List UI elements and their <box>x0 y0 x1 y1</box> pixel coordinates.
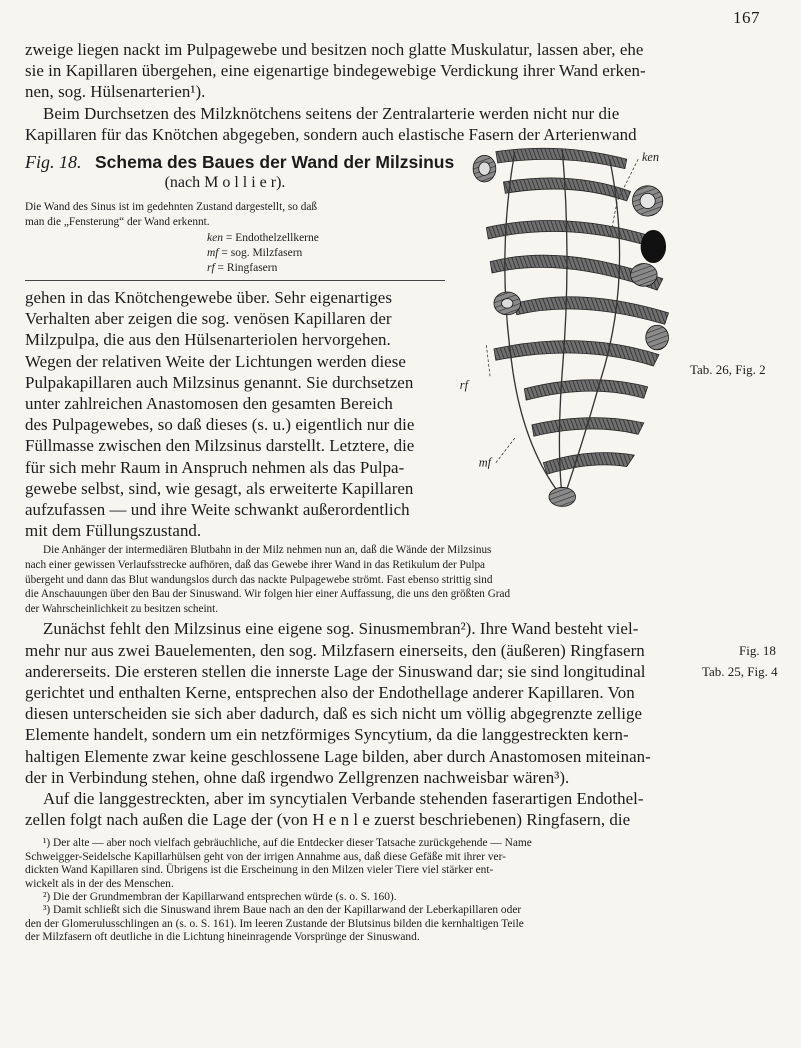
text-line: des Pulpagewebes, so daß dieses (s. u.) eigentlich nur die <box>25 415 415 435</box>
legend-item-ken: ken = Endothelzellkerne <box>207 232 319 244</box>
text-line: aufzufassen — und ihre Weite schwankt außerordentlich <box>25 500 410 519</box>
caption-rule <box>25 280 445 281</box>
footnote-line: der Milzfasern oft deutliche in die Lichtung hineinragende Vorsprünge der Sinuswand. <box>25 931 420 944</box>
small-text-line: die Anschauungen über den Bau der Sinuswand. Wir folgen hier einer Auffassung, die uns den größten Grad <box>25 588 511 601</box>
longitudinal-fibers <box>505 150 620 497</box>
text-line: Wegen der relativen Weite der Lichtungen werden diese <box>25 351 406 371</box>
label-rf: rf <box>459 377 469 392</box>
text-line: unter zahlreichen Anastomosen den gesamten Bereich <box>25 394 393 413</box>
footnote-line: Schweigger-Seidelsche Kapillarhülsen geht von der irrigen Annahme aus, daß diese Gefäße mit ihrer ver- <box>25 850 506 863</box>
footnote-line: ²) Die der Grundmembran der Kapillarwand entsprechen würde (s. o. S. 160). <box>43 891 397 903</box>
text-line: Pulpakapillaren auch Milzsinus genannt. Sie durchsetzen <box>25 372 414 392</box>
text-line: andererseits. Die ersteren stellen die innerste Lage der Sinuswand dar; sie sind longitudinal <box>25 661 646 681</box>
legend-item-mf: mf = sog. Milzfasern <box>207 247 303 259</box>
figure-description: man die „Fensterung“ der Wand erkennt. <box>25 216 210 228</box>
text-line: Milzpulpa, die aus den Hülsenarteriolen hervorgehen. <box>25 330 391 350</box>
text-line: zweige liegen nackt im Pulpagewebe und besitzen noch glatte Muskulatur, lassen aber, ehe <box>25 40 644 59</box>
footnote-line: ³) Damit schließt sich die Sinuswand ihrem Baue nach an den der Kapillarwand der Leberkapillaren oder <box>43 904 522 917</box>
text-line: Kapillaren für das Knötchen abgegeben, sondern auch elastische Fasern der Arterienwand <box>25 124 637 144</box>
text-line: mehr nur aus zwei Bauelementen, den sog. Milzfasern einerseits, den (äußeren) Ringfasern <box>25 640 645 660</box>
text-line: nen, sog. Hülsenarterien¹). <box>25 82 206 102</box>
text-line: Zunächst fehlt den Milzsinus eine eigene sog. Sinusmembran²). Ihre Wand besteht viel- <box>43 619 639 639</box>
figure-title: Schema des Baues der Wand der Milzsinus <box>95 152 455 172</box>
footnote-line: ¹) Der alte — aber noch vielfach gebräuchliche, auf die Entdecker dieser Tatsache zurückgehende — Name <box>43 837 532 850</box>
footnote-line: wickelt als in der des Menschen. <box>25 877 174 890</box>
figure-label: Fig. 18. <box>25 152 82 172</box>
sinus-wall-illustration <box>452 144 682 514</box>
margin-note: Tab. 26, Fig. 2 <box>690 362 766 377</box>
figure-subtitle: (nach M o l l i e r). <box>164 174 286 191</box>
text-line: Verhalten aber zeigen die sog. venösen Kapillaren der <box>25 309 392 329</box>
text-line: mit dem Füllungszustand. <box>25 521 202 541</box>
text-line: der in Verbindung stehen, ohne daß irgendwo Zellgrenzen nachweisbar wären³). <box>25 767 570 787</box>
text-line: Beim Durchsetzen des Milzknötchens seitens der Zentralarterie werden nicht nur die <box>43 103 620 123</box>
page-number: 167 <box>733 8 760 27</box>
footnote-line: dickten Wand Kapillaren sind. Übrigens ist die Erscheinung in den Milzen vieler Tiere viel stärker ent- <box>25 864 494 877</box>
text-line: gewebe selbst, sind, wie gesagt, als erweiterte Kapillaren <box>25 478 414 498</box>
small-text-line: Die Anhänger der intermediären Blutbahn in der Milz nehmen nun an, daß die Wände der Milzsinus <box>43 544 492 557</box>
text-line: sie in Kapillaren übergehen, eine eigenartige bindegewebige Verdickung ihrer Wand erken- <box>25 61 646 81</box>
text-line: gerichtet und enthalten Kerne, entsprechen also der Endothellage anderer Kapillaren. Von <box>25 683 635 702</box>
margin-note: Tab. 25, Fig. 4 <box>702 663 778 679</box>
label-ken: ken <box>641 150 660 165</box>
margin-note: Fig. 18 <box>739 642 776 658</box>
text-line: diesen unterscheiden sie sich aber dadurch, daß es sich nicht um völlig abgegrenzte zellige <box>25 704 643 724</box>
small-text-line: der Wahrscheinlichkeit zu besitzen scheint. <box>25 602 219 615</box>
text-line: Füllmasse zwischen den Milzsinus darstellt. Letztere, die <box>25 436 415 456</box>
figure-caption-title <box>25 152 454 173</box>
footnote-line: den der Glomerulusschlingen an (s. o. S. 161). Im leeren Zustande der Blutsinus bilden die kernhaltigen Teile <box>25 917 524 930</box>
text-line: Auf die langgestreckten, aber im syncytialen Verbande stehenden faserartigen Endothel- <box>43 789 644 808</box>
label-mf: mf <box>478 455 492 470</box>
text-line: haltigen Elemente zwar keine geschlossene Lage bilden, aber durch Anastomosen miteinan- <box>25 746 651 766</box>
figure-description: Die Wand des Sinus ist im gedehnten Zustand dargestellt, so daß <box>25 201 318 213</box>
legend-item-rf: rf = Ringfasern <box>207 262 278 274</box>
text-line: Elemente handelt, sondern um ein netzförmiges Syncytium, da die langgestreckten kern- <box>25 725 629 745</box>
text-line: für sich mehr Raum in Anspruch nehmen als das Pulpa- <box>25 457 405 477</box>
text-line: gehen in das Knötchengewebe über. Sehr eigenartiges <box>25 288 392 307</box>
small-text-line: übergeht und dann das Blut wandungslos durch das nackte Pulpagewebe strömt. Fast ebenso strittig sind <box>25 573 493 586</box>
small-text-line: nach einer gewissen Verlaufsstrecke aufhören, daß das Gewebe ihrer Wand in das Retikulum der Pulpa <box>25 559 486 571</box>
text-line: zellen folgt nach außen die Lage der (von H e n l e zuerst beschriebenen) Ringfasern, die <box>25 810 631 830</box>
